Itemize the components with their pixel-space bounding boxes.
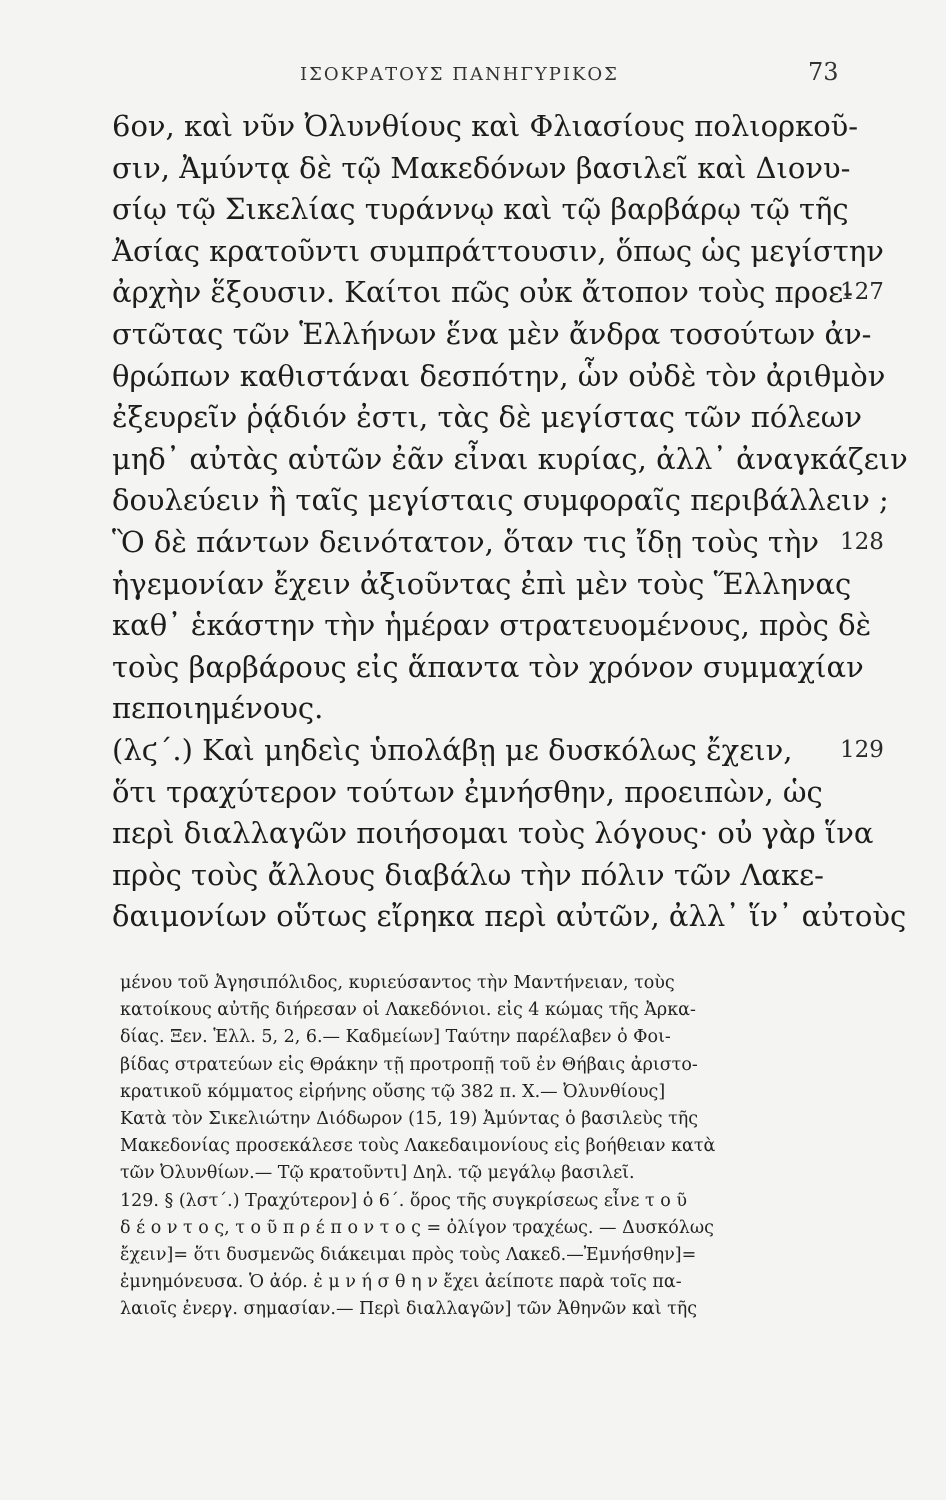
footnote-line: Κατὰ τὸν Σικελιώτην Διόδωρον (15, 19) Ἀμύντας ὁ βασιλεὺς τῆς [120, 1108, 699, 1129]
text-line: πρὸς τοὺς ἄλλους διαβάλω τὴν πόλιν τῶν Λακε- [112, 857, 824, 892]
text-line: πεποιημένους. [112, 691, 324, 726]
section-number-127: 127 [840, 279, 884, 306]
text-line: μηδ᾽ αὐτὰς αὑτῶν ἐᾶν εἶναι κυρίας, ἀλλ᾽ ἀναγκάζειν [112, 441, 908, 476]
footnote-line: λαιοῖς ἐνεργ. σημασίαν.— Περὶ διαλλαγῶν] τῶν Ἀθηνῶν καὶ τῆς [120, 1299, 698, 1320]
text-line: δαιμονίων οὕτως εἴρηκα περὶ αὐτῶν, ἀλλ᾽ ἵν᾽ αὐτοὺς [112, 899, 907, 934]
footnote-line: μένου τοῦ Ἀγησιπόλιδος, κυριεύσαντος τὴν Μαντήνειαν, τοὺς [120, 973, 675, 993]
section-number-129: 129 [840, 736, 884, 763]
text-line: σιν, Ἀμύντᾳ δὲ τῷ Μακεδόνων βασιλεῖ καὶ Διονυ- [112, 150, 851, 185]
page-number: 73 [808, 58, 839, 86]
footnote-line: ἐμνημόνευσα. Ὁ ἀόρ. ἐ μ ν ή σ θ η ν ἔχει ἀείποτε παρὰ τοῖς πα- [120, 1272, 682, 1293]
footnote-line: κρατικοῦ κόμματος εἰρήνης οὔσης τῷ 382 π. Χ.— Ὀλυνθίους] [120, 1081, 666, 1102]
footnote-line: Μακεδονίας προσεκάλεσε τοὺς Λακεδαιμονίους εἰς βοήθειαν κατὰ [120, 1136, 716, 1157]
footnote-line: 129. § (λστ΄.) Τραχύτερον] ὁ 6΄. ὅρος τῆς συγκρίσεως εἶνε τ ο ῦ [120, 1190, 688, 1211]
text-line: σίῳ τῷ Σικελίας τυράννῳ καὶ τῷ βαρβάρῳ τῷ τῆς [112, 192, 849, 227]
text-line: (λϛ΄.) Καὶ μηδεὶς ὑπολάβῃ με δυσκόλως ἔχειν, 129 [112, 730, 882, 772]
footnote-line: βίδας στρατεύων εἰς Θράκην τῇ προτροπῇ τοῦ ἐν Θήβαις ἀριστο- [120, 1054, 698, 1075]
text-line: ἐξευρεῖν ῥᾴδιόν ἐστι, τὰς δὲ μεγίστας τῶν πόλεων [112, 400, 862, 435]
text-line: Ὃ δὲ πάντων δεινότατον, ὅταν τις ἴδῃ τοὺς τὴν 128 [112, 522, 882, 564]
footnote-line: ἔχειν]= ὅτι δυσμενῶς διάκειμαι πρὸς τοὺς Λακεδ.—Ἐμνήσθην]= [120, 1244, 697, 1265]
footnote-line: κατοίκους αὐτῆς διήρεσαν οἱ Λακεδόνιοι. εἰς 4 κώμας τῆς Ἀρκα- [120, 1000, 696, 1021]
section-number-128: 128 [840, 528, 884, 555]
footnote-line: δίας. Ξεν. Ἑλλ. 5, 2, 6.— Καδμείων] Ταύτην παρέλαβεν ὁ Φοι- [120, 1027, 671, 1048]
text-line: 6ον, καὶ νῦν Ὀλυνθίους καὶ Φλιασίους πολιορκοῦ- [112, 109, 859, 143]
text-line: θρώπων καθιστάναι δεσπότην, ὧν οὐδὲ τὸν ἀριθμὸν [112, 358, 886, 393]
footnote-line: τῶν Ὀλυνθίων.— Τῷ κρατοῦντι] Δηλ. τῷ μεγάλῳ βασιλεῖ. [120, 1163, 635, 1184]
text-line: στῶτας τῶν Ἑλλήνων ἕνα μὲν ἄνδρα τοσούτων ἀν- [112, 316, 872, 351]
text-line: ἡγεμονίαν ἔχειν ἀξιοῦντας ἐπὶ μὲν τοὺς Ἕλληνας [112, 566, 852, 601]
text-line: τοὺς βαρβάρους εἰς ἅπαντα τὸν χρόνον συμμαχίαν [112, 649, 864, 684]
text-line: ἀρχὴν ἕξουσιν. Καίτοι πῶς οὐκ ἄτοπον τοὺς προε- 127 [112, 272, 882, 314]
main-text-block [112, 106, 908, 938]
text-line: δουλεύειν ἢ ταῖς μεγίσταις συμφοραῖς περιβάλλειν ; [112, 483, 889, 518]
running-header-title: ΙΣΟΚΡΑΤΟΥΣ ΠΑΝΗΓΥΡΙΚΟΣ [300, 64, 619, 85]
text-line: περὶ διαλλαγῶν ποιήσομαι τοὺς λόγους· οὐ γὰρ ἵνα [112, 816, 874, 851]
text-line: Ἀσίας κρατοῦντι συμπράττουσιν, ὅπως ὡς μεγίστην [112, 233, 884, 268]
footnote-line: δ έ ο ν τ ο ς, τ ο ῦ π ρ έ π ο ν τ ο ς = ὀλίγον τραχέως. — Δυσκόλως [120, 1217, 714, 1238]
text-line: ὅτι τραχύτερον τούτων ἐμνήσθην, προειπὼν, ὡς [112, 774, 823, 809]
footnotes-block [120, 970, 845, 1323]
text-line: καθ᾽ ἑκάστην τὴν ἡμέραν στρατευομένους, πρὸς δὲ [112, 608, 872, 643]
